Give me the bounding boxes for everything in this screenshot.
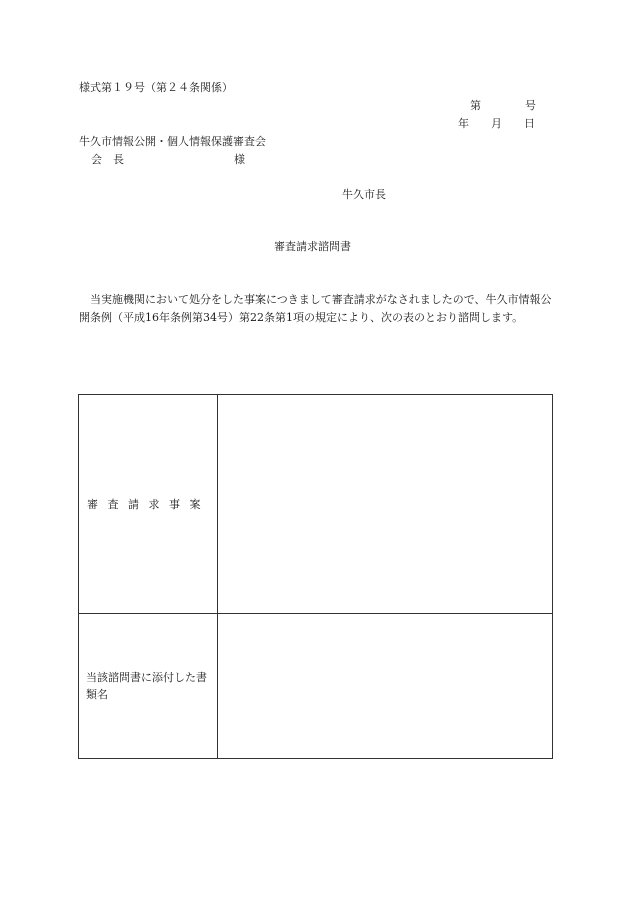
- request-table: [78, 394, 553, 759]
- table-row: [79, 614, 553, 759]
- attached-documents-value: [218, 614, 553, 759]
- document-number: 第 号: [470, 99, 536, 112]
- document-date: 年 月 日: [458, 117, 535, 130]
- sender: 牛久市長: [342, 188, 386, 201]
- body-text: 当実施機関において処分をした事案につきまして審査請求がなされましたので、牛久市情報公開条例（平成16年条例第34号）第22条第1項の規定により、次の表のとおり諮問します。: [79, 293, 552, 324]
- case-value: [218, 395, 553, 614]
- addressee-organization: 牛久市情報公開・個人情報保護審査会: [79, 135, 266, 148]
- form-number: 様式第１９号（第２４条関係）: [79, 81, 233, 94]
- case-label: 審査請求事案: [79, 395, 218, 614]
- table-row: [79, 395, 553, 614]
- addressee-title: 会 長 様: [91, 153, 245, 166]
- document-title: 審査請求諮問書: [274, 240, 351, 253]
- attached-documents-label: 当該諮問書に添付した書類名: [79, 614, 218, 759]
